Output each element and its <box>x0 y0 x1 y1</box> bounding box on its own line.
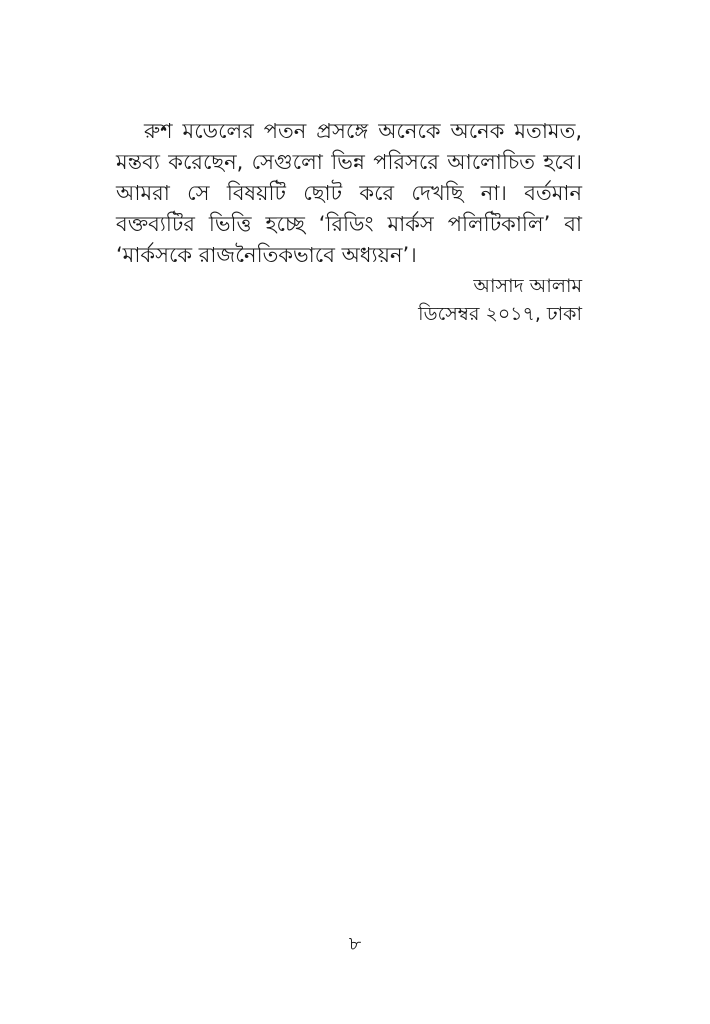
date-place: ডিসেম্বর ২০১৭, ঢাকা <box>418 303 582 325</box>
signature-block <box>418 272 582 328</box>
body-paragraph: রুশ মডেলের পতন প্রসঙ্গে অনেকে অনেক মতামত, মন্তব্য করেছেন, সেগুলো ভিন্ন পরিসরে আলোচিত হবে। আমরা সে বিষয়টি ছোট করে দেখছি না। বর্তমান বক্তব্যটির ভিত্তি হচ্ছে ‘রিডিং মার্কস পলিটিকালি’ বা ‘মার্কসকে রাজনৈতিকভাবে অধ্যয়ন’। <box>116 119 582 267</box>
author-name: আসাদ আলাম <box>473 275 582 297</box>
page-number: ৮ <box>348 933 362 955</box>
